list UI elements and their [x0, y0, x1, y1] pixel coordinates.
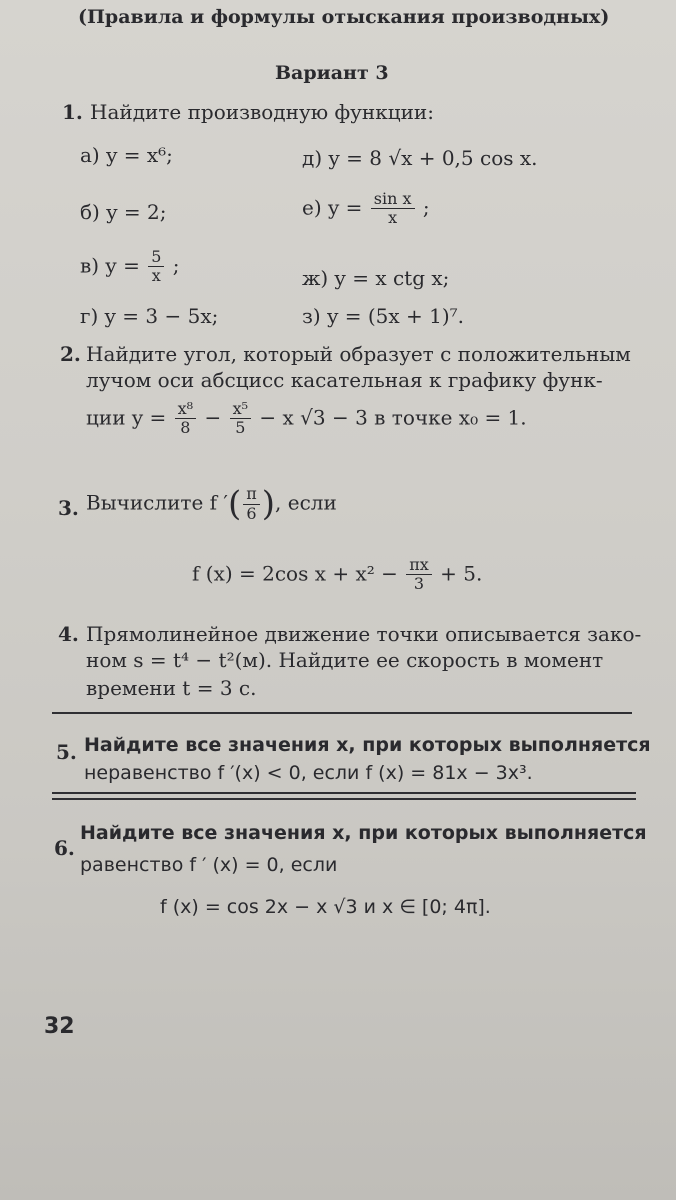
task1-item-z: з) y = (5x + 1)⁷.: [302, 304, 465, 328]
task1-item-v-fraction: [148, 248, 164, 286]
task4-line1: Прямолинейное движение точки описывается зако-: [86, 622, 642, 646]
task2-fraction-2-denominator: 5: [235, 418, 246, 438]
variant-title: Вариант 3: [275, 62, 389, 84]
task2-fraction-1-denominator: 8: [180, 418, 191, 438]
task1-item-e-fraction: [371, 190, 415, 228]
task1-item-v-denominator: x: [151, 266, 161, 286]
task1-item-e-end: ;: [422, 195, 430, 220]
task6-line2: равенство f ′ (x) = 0, если: [80, 854, 338, 876]
task1-item-zh: ж) y = x ctg x;: [302, 266, 450, 290]
task3-argument-numerator: π: [243, 485, 260, 504]
task2-line2: лучом оси абсцисс касательная к графику функ-: [86, 368, 603, 392]
task3-formula-numerator: πx: [406, 556, 432, 575]
task3-formula-end: + 5.: [440, 561, 483, 586]
task3-number: 3.: [58, 496, 79, 520]
task6-line3: f (x) = cos 2x − x √3 и x ∈ [0; 4π].: [160, 896, 491, 918]
task2-line1: Найдите угол, который образует с положительным: [86, 342, 631, 366]
task2-line3-start: ции y =: [86, 405, 167, 430]
task5-number: 5.: [56, 740, 77, 764]
page-number: 32: [44, 1014, 75, 1039]
task3-formula-start: f (x) = 2cos x + x² −: [192, 561, 398, 586]
task3-text-end: , если: [275, 490, 337, 515]
task2-number: 2.: [60, 342, 81, 366]
task1-item-e-numerator: sin x: [371, 190, 415, 209]
task2-line3-end: − x √3 − 3 в точке x₀ = 1.: [259, 405, 527, 430]
task2-fraction-2: [230, 400, 251, 438]
task2-fraction-1: [175, 400, 196, 438]
task3-formula-fraction: [406, 556, 432, 594]
task1-item-e-denominator: x: [388, 208, 398, 228]
task3-line: Вычислите f ′( $\frac{\pi}{6}$ ), если: [86, 484, 337, 524]
task3-text-start: Вычислите f ′: [86, 490, 228, 515]
task2-minus: −: [204, 405, 222, 430]
task4-line2: ном s = t⁴ − t²(м). Найдите ее скорость в момент: [86, 648, 604, 672]
task3-argument-denominator: 6: [246, 503, 257, 523]
task6-number: 6.: [54, 836, 75, 860]
task1-item-b: б) y = 2;: [80, 200, 167, 224]
task1-item-e: [302, 190, 430, 228]
task1-item-e-label: е) y =: [302, 195, 363, 220]
separator-line-top: [52, 712, 632, 714]
separator-line-double-1: [52, 792, 636, 794]
task2-fraction-1-numerator: x⁸: [175, 400, 196, 419]
task2-line3: [86, 400, 527, 438]
task1-item-v-label: в) y =: [80, 253, 140, 278]
task2-fraction-2-numerator: x⁵: [230, 400, 251, 419]
task1-number: 1.: [62, 100, 83, 124]
task5-line2: неравенство f ′(x) < 0, если f (x) = 81x − 3x³.: [84, 762, 533, 784]
task1-item-a: а) y = x⁶;: [80, 143, 173, 167]
separator-line-double-2: [52, 798, 636, 800]
task4-number: 4.: [58, 622, 79, 646]
task3-argument-fraction: [243, 485, 260, 523]
task4-line3: времени t = 3 с.: [86, 676, 257, 700]
task3-formula: [192, 556, 482, 594]
task1-item-v-end: ;: [172, 253, 180, 278]
task1-item-v-numerator: 5: [148, 248, 164, 267]
task1-item-v: [80, 248, 180, 286]
task1-item-g: г) y = 3 − 5x;: [80, 304, 219, 328]
task6-line1: Найдите все значения x, при которых выполняется: [80, 822, 647, 844]
task1-text: Найдите производную функции:: [90, 100, 435, 124]
task1-item-d: д) y = 8 √x + 0,5 cos x.: [302, 146, 538, 170]
task5-line1: Найдите все значения x, при которых выполняется: [84, 734, 651, 756]
task3-formula-denominator: 3: [413, 574, 425, 594]
section-header: (Правила и формулы отыскания производных): [78, 6, 610, 28]
